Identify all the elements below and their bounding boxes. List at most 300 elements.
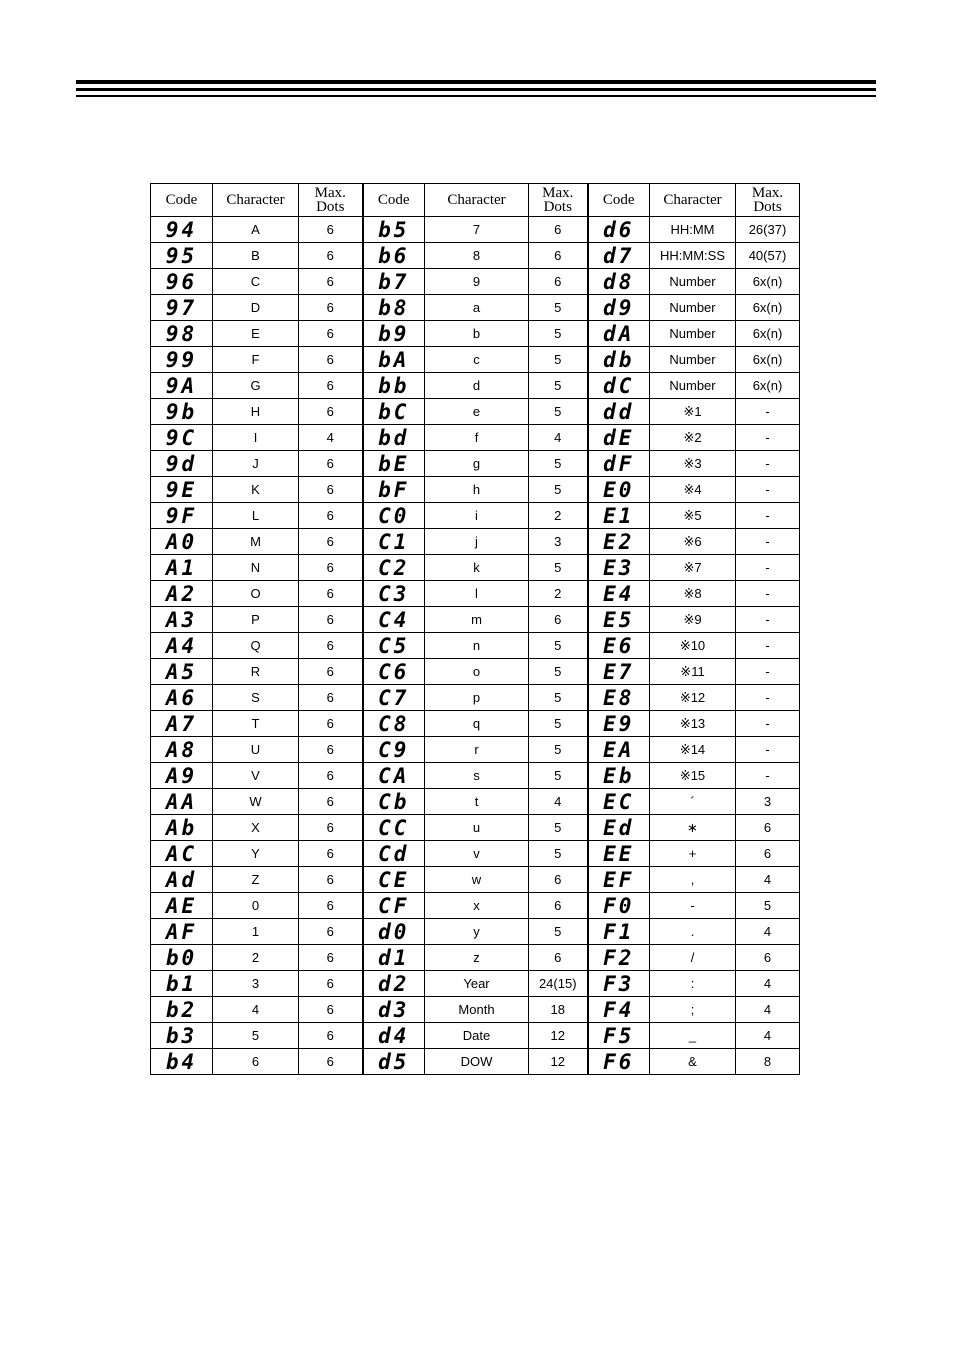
character-cell: W [213, 789, 299, 815]
code-cell: d5 [363, 1049, 425, 1075]
max-dots-cell: 6 [299, 477, 363, 503]
max-dots-cell: 5 [529, 321, 588, 347]
character-cell: : [650, 971, 736, 997]
table-row [151, 451, 800, 477]
max-dots-cell: 6 [299, 581, 363, 607]
code-cell: 9b [151, 399, 213, 425]
code-cell: b0 [151, 945, 213, 971]
table-row [151, 685, 800, 711]
code-cell: bb [363, 373, 425, 399]
max-dots-cell: 6 [299, 685, 363, 711]
character-cell: Number [650, 373, 736, 399]
code-cell: 99 [151, 347, 213, 373]
table-row [151, 529, 800, 555]
max-dots-cell: 5 [529, 451, 588, 477]
code-cell: CC [363, 815, 425, 841]
table-body [151, 217, 800, 1075]
code-cell: 95 [151, 243, 213, 269]
code-cell: F3 [588, 971, 650, 997]
code-cell: F4 [588, 997, 650, 1023]
character-cell: V [213, 763, 299, 789]
character-cell: HH:MM [650, 217, 736, 243]
max-dots-cell: 6 [529, 269, 588, 295]
code-cell: F0 [588, 893, 650, 919]
code-cell: E1 [588, 503, 650, 529]
max-dots-cell: - [736, 477, 800, 503]
table-row [151, 763, 800, 789]
max-dots-cell: 6 [529, 607, 588, 633]
character-cell: 9 [425, 269, 529, 295]
max-dots-cell: 6 [299, 451, 363, 477]
max-dots-cell: 6 [299, 711, 363, 737]
table-header-row [151, 184, 800, 217]
code-cell: bd [363, 425, 425, 451]
max-dots-cell: 40(57) [736, 243, 800, 269]
table-row [151, 893, 800, 919]
max-dots-cell: - [736, 711, 800, 737]
code-cell: AF [151, 919, 213, 945]
table-row [151, 1023, 800, 1049]
max-dots-cell: - [736, 737, 800, 763]
code-cell: dA [588, 321, 650, 347]
code-cell: C7 [363, 685, 425, 711]
character-cell: ´ [650, 789, 736, 815]
character-cell: Month [425, 997, 529, 1023]
code-cell: bA [363, 347, 425, 373]
max-dots-cell: 5 [529, 763, 588, 789]
code-cell: F1 [588, 919, 650, 945]
max-dots-cell: - [736, 581, 800, 607]
character-cell: R [213, 659, 299, 685]
max-dots-cell: 5 [529, 373, 588, 399]
table-row [151, 373, 800, 399]
character-cell: . [650, 919, 736, 945]
code-cell: Cb [363, 789, 425, 815]
code-cell: Cd [363, 841, 425, 867]
code-cell: C0 [363, 503, 425, 529]
max-dots-cell: 5 [529, 737, 588, 763]
max-dots-cell: 6 [299, 295, 363, 321]
max-dots-cell: 6 [736, 841, 800, 867]
max-dots-cell: 6 [299, 347, 363, 373]
character-cell: DOW [425, 1049, 529, 1075]
column-header-max-dots: Max. Dots [736, 184, 800, 217]
max-dots-cell: 6 [736, 815, 800, 841]
character-cell: + [650, 841, 736, 867]
max-dots-cell: 6 [299, 633, 363, 659]
code-cell: 94 [151, 217, 213, 243]
max-dots-cell: 6x(n) [736, 321, 800, 347]
max-dots-cell: 6 [299, 399, 363, 425]
code-cell: dF [588, 451, 650, 477]
code-cell: C8 [363, 711, 425, 737]
max-dots-cell: 6 [299, 945, 363, 971]
header-rule-middle [76, 88, 876, 91]
max-dots-cell: 4 [736, 867, 800, 893]
code-cell: 96 [151, 269, 213, 295]
code-cell: C2 [363, 555, 425, 581]
max-dots-cell: - [736, 503, 800, 529]
max-dots-cell: 6 [299, 607, 363, 633]
code-cell: C4 [363, 607, 425, 633]
max-dots-cell: 5 [529, 711, 588, 737]
max-dots-cell: 6 [299, 555, 363, 581]
column-header-code: Code [363, 184, 425, 217]
character-cell: j [425, 529, 529, 555]
max-dots-cell: 6 [299, 659, 363, 685]
code-cell: C5 [363, 633, 425, 659]
character-cell: 4 [213, 997, 299, 1023]
code-cell: C3 [363, 581, 425, 607]
max-dots-cell: - [736, 529, 800, 555]
max-dots-cell: - [736, 555, 800, 581]
code-cell: A8 [151, 737, 213, 763]
max-dots-cell: 6 [529, 945, 588, 971]
max-dots-cell: 6 [299, 1023, 363, 1049]
max-dots-cell: 6x(n) [736, 295, 800, 321]
code-cell: A4 [151, 633, 213, 659]
character-cell: I [213, 425, 299, 451]
character-cell: 0 [213, 893, 299, 919]
character-cell: q [425, 711, 529, 737]
code-cell: d3 [363, 997, 425, 1023]
character-cell: Number [650, 321, 736, 347]
code-cell: 9E [151, 477, 213, 503]
character-cell: 7 [425, 217, 529, 243]
code-cell: E3 [588, 555, 650, 581]
max-dots-cell: 26(37) [736, 217, 800, 243]
table-row [151, 607, 800, 633]
character-cell: Number [650, 295, 736, 321]
character-cell: g [425, 451, 529, 477]
code-cell: AE [151, 893, 213, 919]
max-dots-cell: 4 [736, 1023, 800, 1049]
max-dots-cell: 6 [299, 919, 363, 945]
code-cell: dd [588, 399, 650, 425]
code-cell: b2 [151, 997, 213, 1023]
code-cell: d4 [363, 1023, 425, 1049]
max-dots-cell: 6 [299, 1049, 363, 1075]
max-dots-cell: 6 [299, 789, 363, 815]
column-header-character: Character [650, 184, 736, 217]
code-cell: A6 [151, 685, 213, 711]
max-dots-cell: 5 [529, 477, 588, 503]
code-cell: d9 [588, 295, 650, 321]
character-cell: ※12 [650, 685, 736, 711]
code-cell: AA [151, 789, 213, 815]
max-dots-cell: 6 [299, 737, 363, 763]
column-header-max-dots: Max. Dots [529, 184, 588, 217]
table-row [151, 1049, 800, 1075]
code-cell: CA [363, 763, 425, 789]
character-cell: ※1 [650, 399, 736, 425]
character-cell: ∗ [650, 815, 736, 841]
character-cell: N [213, 555, 299, 581]
max-dots-cell: 6 [299, 971, 363, 997]
max-dots-cell: - [736, 633, 800, 659]
character-cell: z [425, 945, 529, 971]
character-cell: Date [425, 1023, 529, 1049]
table-row [151, 581, 800, 607]
table-row [151, 269, 800, 295]
code-cell: b7 [363, 269, 425, 295]
character-cell: x [425, 893, 529, 919]
character-cell: ※10 [650, 633, 736, 659]
code-cell: A7 [151, 711, 213, 737]
character-cell: ※14 [650, 737, 736, 763]
character-cell: Y [213, 841, 299, 867]
character-cell: ※6 [650, 529, 736, 555]
max-dots-cell: 2 [529, 503, 588, 529]
max-dots-cell: 6 [299, 529, 363, 555]
max-dots-cell: 5 [529, 633, 588, 659]
character-cell: Number [650, 269, 736, 295]
code-cell: A9 [151, 763, 213, 789]
max-dots-cell: 8 [736, 1049, 800, 1075]
code-cell: E4 [588, 581, 650, 607]
max-dots-cell: 6 [299, 373, 363, 399]
character-cell: O [213, 581, 299, 607]
character-cell: c [425, 347, 529, 373]
character-cell: 1 [213, 919, 299, 945]
max-dots-cell: 5 [736, 893, 800, 919]
code-cell: d1 [363, 945, 425, 971]
code-cell: EC [588, 789, 650, 815]
character-cell: _ [650, 1023, 736, 1049]
code-cell: bC [363, 399, 425, 425]
character-cell: 3 [213, 971, 299, 997]
character-cell: J [213, 451, 299, 477]
code-cell: 9C [151, 425, 213, 451]
code-cell: d6 [588, 217, 650, 243]
code-cell: dC [588, 373, 650, 399]
table-row [151, 945, 800, 971]
table-row [151, 711, 800, 737]
max-dots-cell: 6 [529, 217, 588, 243]
max-dots-cell: 6 [299, 997, 363, 1023]
character-cell: HH:MM:SS [650, 243, 736, 269]
max-dots-cell: 2 [529, 581, 588, 607]
character-cell: & [650, 1049, 736, 1075]
character-cell: H [213, 399, 299, 425]
table-row [151, 997, 800, 1023]
character-cell: , [650, 867, 736, 893]
character-cell: t [425, 789, 529, 815]
code-cell: C9 [363, 737, 425, 763]
character-cell: Year [425, 971, 529, 997]
code-cell: A2 [151, 581, 213, 607]
table-row [151, 243, 800, 269]
code-cell: Ab [151, 815, 213, 841]
character-cell: / [650, 945, 736, 971]
character-cell: C [213, 269, 299, 295]
code-cell: EE [588, 841, 650, 867]
code-cell: d7 [588, 243, 650, 269]
max-dots-cell: 6 [299, 243, 363, 269]
character-cell: Q [213, 633, 299, 659]
max-dots-cell: 5 [529, 685, 588, 711]
code-cell: bF [363, 477, 425, 503]
code-cell: A0 [151, 529, 213, 555]
max-dots-cell: 5 [529, 347, 588, 373]
character-cell: l [425, 581, 529, 607]
character-cell: ; [650, 997, 736, 1023]
character-cell: 5 [213, 1023, 299, 1049]
character-cell: L [213, 503, 299, 529]
character-cell: 8 [425, 243, 529, 269]
max-dots-cell: 6 [299, 893, 363, 919]
character-cell: y [425, 919, 529, 945]
code-cell: EF [588, 867, 650, 893]
character-cell: k [425, 555, 529, 581]
code-cell: b9 [363, 321, 425, 347]
code-cell: b5 [363, 217, 425, 243]
character-code-table [150, 183, 800, 1075]
code-cell: d8 [588, 269, 650, 295]
table-row [151, 503, 800, 529]
code-cell: 98 [151, 321, 213, 347]
character-cell: ※4 [650, 477, 736, 503]
code-cell: d0 [363, 919, 425, 945]
header-rule-thin [76, 95, 876, 97]
code-cell: A5 [151, 659, 213, 685]
character-cell: v [425, 841, 529, 867]
code-cell: E0 [588, 477, 650, 503]
max-dots-cell: 12 [529, 1023, 588, 1049]
column-header-character: Character [425, 184, 529, 217]
code-cell: A1 [151, 555, 213, 581]
max-dots-cell: - [736, 425, 800, 451]
table-row [151, 477, 800, 503]
character-cell: a [425, 295, 529, 321]
max-dots-cell: 6x(n) [736, 347, 800, 373]
character-cell: ※5 [650, 503, 736, 529]
table-row [151, 321, 800, 347]
character-cell: D [213, 295, 299, 321]
max-dots-cell: 6 [529, 243, 588, 269]
max-dots-cell: 6 [529, 867, 588, 893]
max-dots-cell: 6 [736, 945, 800, 971]
table-row [151, 425, 800, 451]
character-cell: S [213, 685, 299, 711]
character-cell: i [425, 503, 529, 529]
max-dots-cell: 4 [736, 919, 800, 945]
character-cell: f [425, 425, 529, 451]
max-dots-cell: 6x(n) [736, 373, 800, 399]
max-dots-cell: 4 [299, 425, 363, 451]
max-dots-cell: 6 [299, 503, 363, 529]
max-dots-cell: - [736, 399, 800, 425]
character-cell: s [425, 763, 529, 789]
max-dots-cell: - [736, 763, 800, 789]
character-cell: U [213, 737, 299, 763]
max-dots-cell: 24(15) [529, 971, 588, 997]
code-cell: Eb [588, 763, 650, 789]
max-dots-cell: - [736, 659, 800, 685]
max-dots-cell: 6 [529, 893, 588, 919]
max-dots-cell: 12 [529, 1049, 588, 1075]
character-cell: r [425, 737, 529, 763]
character-cell: h [425, 477, 529, 503]
character-cell: K [213, 477, 299, 503]
character-cell: E [213, 321, 299, 347]
max-dots-cell: 5 [529, 399, 588, 425]
character-cell: Z [213, 867, 299, 893]
column-header-max-dots: Max. Dots [299, 184, 363, 217]
max-dots-cell: 6 [299, 217, 363, 243]
code-cell: dE [588, 425, 650, 451]
code-cell: bE [363, 451, 425, 477]
code-cell: 9d [151, 451, 213, 477]
table-row [151, 659, 800, 685]
character-cell: X [213, 815, 299, 841]
character-cell: T [213, 711, 299, 737]
code-cell: b8 [363, 295, 425, 321]
max-dots-cell: 3 [529, 529, 588, 555]
max-dots-cell: 4 [736, 997, 800, 1023]
character-cell: M [213, 529, 299, 555]
code-cell: 9A [151, 373, 213, 399]
code-cell: b4 [151, 1049, 213, 1075]
table-row [151, 815, 800, 841]
max-dots-cell: 6 [299, 269, 363, 295]
table-row [151, 555, 800, 581]
max-dots-cell: - [736, 451, 800, 477]
max-dots-cell: 6x(n) [736, 269, 800, 295]
table-row [151, 347, 800, 373]
character-cell: u [425, 815, 529, 841]
character-cell: P [213, 607, 299, 633]
character-cell: o [425, 659, 529, 685]
code-cell: E5 [588, 607, 650, 633]
character-cell: e [425, 399, 529, 425]
code-cell: 97 [151, 295, 213, 321]
max-dots-cell: - [736, 607, 800, 633]
max-dots-cell: 6 [299, 841, 363, 867]
character-cell: b [425, 321, 529, 347]
column-header-code: Code [151, 184, 213, 217]
character-cell: F [213, 347, 299, 373]
max-dots-cell: 6 [299, 321, 363, 347]
header-rule-thick [76, 80, 876, 84]
table-row [151, 217, 800, 243]
character-cell: d [425, 373, 529, 399]
max-dots-cell: 4 [736, 971, 800, 997]
code-cell: F5 [588, 1023, 650, 1049]
character-cell: w [425, 867, 529, 893]
code-cell: E9 [588, 711, 650, 737]
table-row [151, 919, 800, 945]
max-dots-cell: 6 [299, 815, 363, 841]
code-cell: E7 [588, 659, 650, 685]
character-cell: p [425, 685, 529, 711]
code-cell: b3 [151, 1023, 213, 1049]
code-cell: E6 [588, 633, 650, 659]
character-cell: ※15 [650, 763, 736, 789]
character-cell: ※2 [650, 425, 736, 451]
table-row [151, 633, 800, 659]
table-row [151, 737, 800, 763]
character-cell: ※11 [650, 659, 736, 685]
code-cell: E2 [588, 529, 650, 555]
character-cell: 6 [213, 1049, 299, 1075]
max-dots-cell: 5 [529, 919, 588, 945]
character-cell: A [213, 217, 299, 243]
max-dots-cell: 5 [529, 555, 588, 581]
character-cell: - [650, 893, 736, 919]
character-cell: Number [650, 347, 736, 373]
table-row [151, 399, 800, 425]
